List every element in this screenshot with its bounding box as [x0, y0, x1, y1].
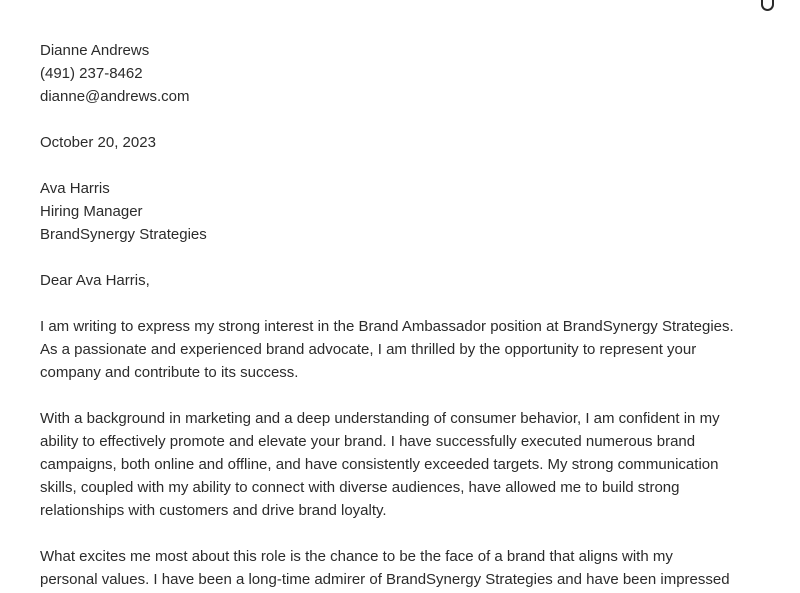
paragraph-line: relationships with customers and drive brand loyalty. [40, 502, 387, 519]
paragraph-line: I am writing to express my strong interest in the Brand Ambassador position at BrandSynergy Strategies. [40, 318, 734, 335]
date-block [40, 131, 780, 154]
paragraph-2 [40, 407, 760, 522]
paragraph-line: What excites me most about this role is the chance to be the face of a brand that aligns with my [40, 548, 673, 565]
sender-name: Dianne Andrews [40, 42, 150, 59]
sender-phone: (491) 237-8462 [40, 65, 143, 82]
paragraph-line: company and contribute to its success. [40, 364, 299, 381]
salutation: Dear Ava Harris, [40, 272, 150, 289]
paragraph-line: ability to effectively promote and elevate your brand. I have successfully executed numerous brand [40, 433, 696, 450]
recipient-title: Hiring Manager [40, 203, 143, 220]
paragraph-line: As a passionate and experienced brand advocate, I am thrilled by the opportunity to represent your [40, 341, 697, 358]
paragraph-line: With a background in marketing and a deep understanding of consumer behavior, I am confident in my [40, 410, 720, 427]
salutation-block [40, 269, 780, 292]
recipient-block [40, 177, 780, 246]
sender-block [40, 39, 780, 108]
paragraph-line: personal values. I have been a long-time admirer of BrandSynergy Strategies and have been impressed [40, 571, 730, 588]
paragraph-line: skills, coupled with my ability to connect with diverse audiences, have allowed me to build strong [40, 479, 680, 496]
letter-date: October 20, 2023 [40, 134, 156, 151]
sender-email: dianne@andrews.com [40, 88, 190, 105]
cropped-icon [761, 0, 774, 11]
recipient-company: BrandSynergy Strategies [40, 226, 207, 243]
paragraph-line: campaigns, both online and offline, and have consistently exceeded targets. My strong communication [40, 456, 719, 473]
paragraph-3 [40, 545, 760, 591]
paragraph-1 [40, 315, 760, 384]
cover-letter [40, 39, 780, 593]
recipient-name: Ava Harris [40, 180, 110, 197]
